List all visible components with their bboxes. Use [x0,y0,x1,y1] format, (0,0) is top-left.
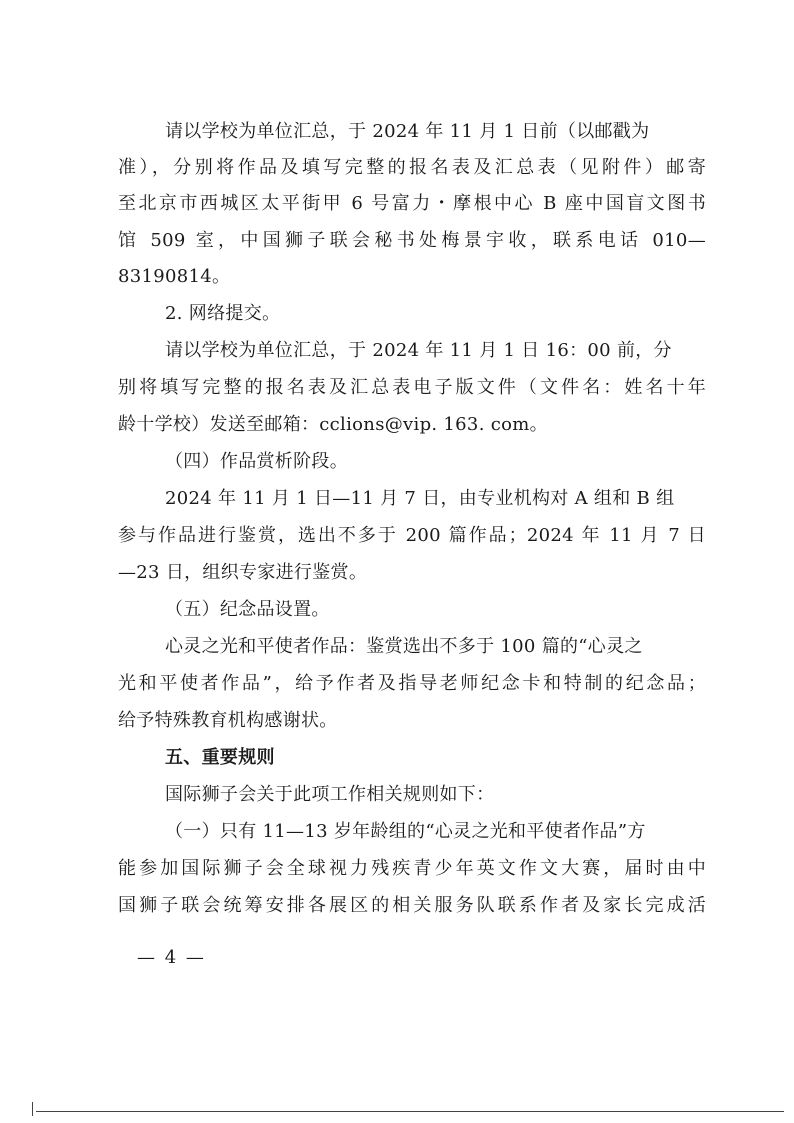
paragraph-line: 国狮子联会统筹安排各展区的相关服务队联系作者及家长完成活 [118,895,706,916]
section-heading: （四）作品赏析阶段。 [165,451,348,472]
paragraph-line: 别将填写完整的报名表及汇总表电子版文件（文件名：姓名十年 [118,377,706,398]
paragraph-line: 心灵之光和平使者作品：鉴赏选出不多于 100 篇的“心灵之 [165,636,643,657]
paragraph-line: 请以学校为单位汇总，于 2024 年 11 月 1 日前（以邮戳为 [165,121,650,142]
paragraph-line: —23 日，组织专家进行鉴赏。 [118,562,368,583]
paragraph-line: 请以学校为单位汇总，于 2024 年 11 月 1 日 16：00 前，分 [165,340,672,361]
paragraph-line: 准），分别将作品及填写完整的报名表及汇总表（见附件）邮寄 [118,157,706,178]
paragraph-line: 能参加国际狮子会全球视力残疾青少年英文作文大赛，届时由中 [118,858,706,879]
paragraph-line: 至北京市西城区太平街甲 6 号富力・摩根中心 B 座中国盲文图书 [118,193,706,214]
scan-corner-mark [32,1102,33,1116]
paragraph-line: 国际狮子会关于此项工作相关规则如下： [165,784,495,805]
paragraph-line: 83190814。 [118,266,231,287]
section-heading: （五）纪念品设置。 [165,599,330,620]
paragraph-line: 给予特殊教育机构感谢状。 [118,710,338,731]
paragraph-line: 参与作品进行鉴赏，选出不多于 200 篇作品；2024 年 11 月 7 日 [118,525,706,546]
scan-bottom-rule [36,1111,784,1112]
paragraph-line: 光和平使者作品”，给予作者及指导老师纪念卡和特制的纪念品； [118,673,706,694]
paragraph-line: 2024 年 11 月 1 日—11 月 7 日，由专业机构对 A 组和 B 组 [165,488,675,509]
page-number: — 4 — [137,947,206,968]
paragraph-line: 馆 509 室，中国狮子联会秘书处梅景宇收，联系电话 010— [118,230,706,251]
section-heading: 2. 网络提交。 [165,303,281,324]
paragraph-line: （一）只有 11—13 岁年龄组的“心灵之光和平使者作品”方 [165,821,646,842]
chapter-heading: 五、重要规则 [165,747,275,768]
paragraph-line: 龄十学校）发送至邮箱：cclions@vip. 163. com。 [118,414,548,435]
